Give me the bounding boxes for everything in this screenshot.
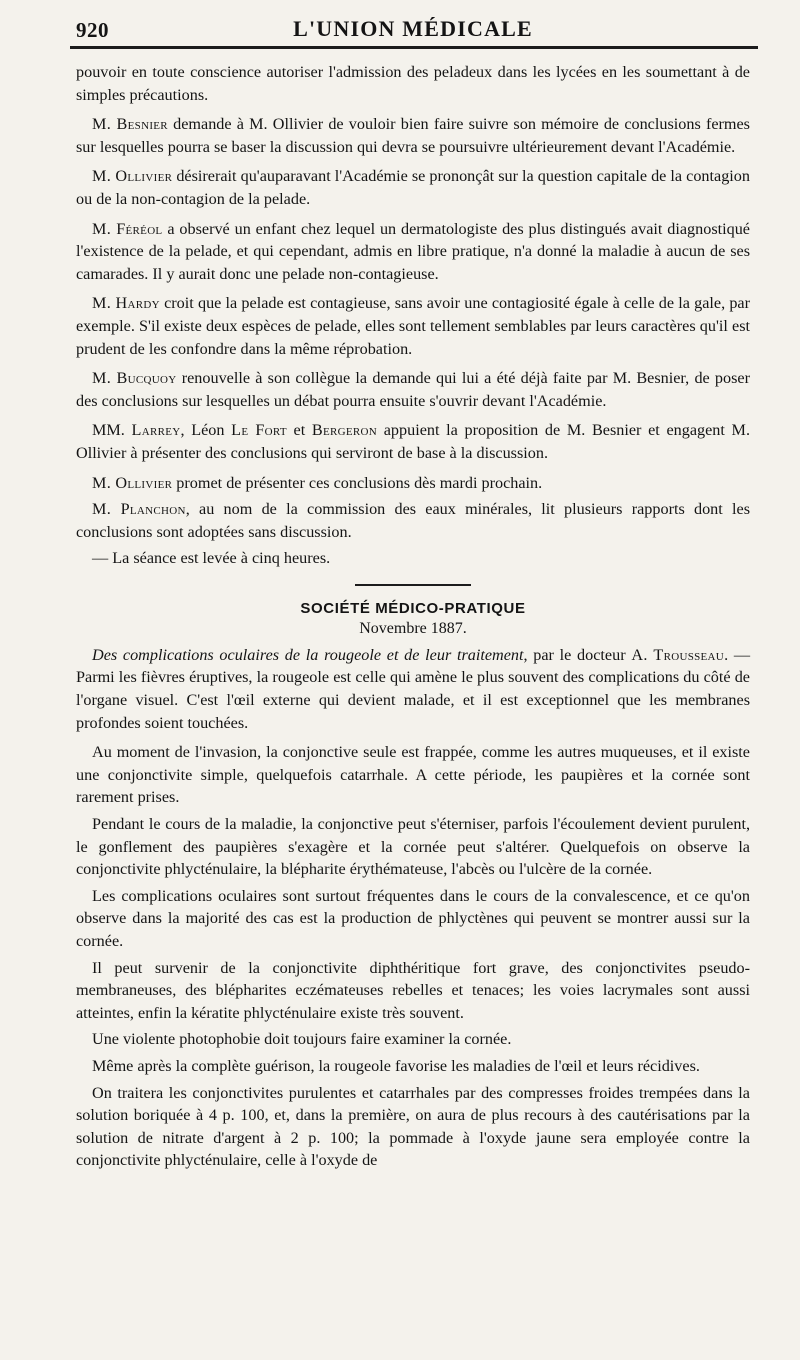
- paragraph-fereol: [76, 218, 750, 286]
- paragraph-text: demande à M. Ollivier de vouloir bien faire suivre son mémoire de conclusions fermes sur lesquelles pourra se baser la discussion qui devra se poursuivre ultérieurement devant l'Académie.: [76, 115, 750, 156]
- paragraph-course: Pendant le cours de la maladie, la conjonctive peut s'éterniser, parfois l'écoulement devient purulent, le gonflement des paupières s'exagère et la cornée peut s'altérer. Quelquefois on observe la conjonctivite phlycténulaire, la blépharite érythémateuse, l'abcès ou l'ulcère de la cornée.: [76, 815, 750, 879]
- paragraph-ollivier: [76, 165, 750, 210]
- speaker-name: M. Bucquoy: [92, 369, 177, 388]
- page-header: [76, 12, 750, 42]
- speaker-name: M. Besnier: [92, 115, 168, 134]
- paragraph-text: pouvoir en toute conscience autoriser l'admission des peladeux dans les lycées en les soumettant à de simples précautions.: [76, 63, 750, 104]
- paragraph-treatment: On traitera les conjonctivites purulentes et catarrhales par des compresses froides trempées dans la solution boriquée à 4 p. 100, et, dans la première, on aura de plus recours à des cautérisations par la solution de nitrate d'argent à 2 p. 100; la pommade à l'oxyde jaune sera employée contre la conjonctivite phlycténulaire, celle à l'oxyde de: [76, 1083, 750, 1170]
- speaker-name: M. Planchon: [92, 500, 186, 519]
- article-title: Des complications oculaires de la rougeole et de leur traitement: [92, 645, 524, 664]
- speaker-name: Larrey: [131, 421, 181, 440]
- closing-line: — La séance est levée à cinq heures.: [92, 549, 331, 568]
- paragraph-text: . — Parmi les fièvres éruptives, la rougeole est celle qui amène le plus souvent des complications du côté de l'organe visuel. C'est l'œil externe qui devient malade, et il est exceptionnel que les membranes profondes soient touchées.: [76, 645, 751, 732]
- paragraph-hardy: [76, 292, 750, 360]
- speaker-name: M. Hardy: [92, 294, 160, 313]
- section-divider: [355, 584, 471, 586]
- speaker-name: M. Ollivier: [92, 473, 173, 492]
- paragraph-text: appuient la proposition de M. Besnier et engagent M. Ollivier à présenter des conclusions qui serviront de base à la discussion.: [76, 421, 750, 462]
- paragraph-convalescence: Les complications oculaires sont surtout fréquentes dans le cours de la convalescence, et ce qu'on observe dans la majorité des cas est la production de phlyctènes qui peuvent se montrer aussi sur la cornée.: [76, 886, 750, 950]
- paragraph-continuation: [76, 61, 750, 106]
- speaker-name: M. Féréol: [92, 219, 163, 238]
- paragraph-recurrence: Même après la complète guérison, la rougeole favorise les maladies de l'œil et leurs récidives.: [92, 1056, 700, 1075]
- paragraph-larrey: [76, 419, 750, 464]
- header-rule: [70, 46, 758, 49]
- paragraph-bucquoy: [76, 367, 750, 412]
- paragraph-text: croit que la pelade est contagieuse, sans avoir une contagiosité égale à celle de la gale, par exemple. S'il existe deux espèces de pelade, elles sont tellement semblables par leurs caractères qu'il est prudent de les confondre dans la même réprobation.: [76, 294, 750, 358]
- paragraph-text: a observé un enfant chez lequel un dermatologiste des plus distingués avait diagnostiqué l'existence de la pelade, et qui cependant, admis en libre pratique, n'a donné la maladie à aucun de ses camarades. Il y aurait donc une pelade non-contagieuse.: [76, 219, 750, 283]
- speaker-name: M. Ollivier: [92, 167, 173, 186]
- paragraph-photophobia: Une violente photophobie doit toujours faire examiner la cornée.: [92, 1030, 512, 1049]
- paragraph-text: renouvelle à son collègue la demande qui lui a été déjà faite par M. Besnier, de poser des conclusions sur lesquelles un débat pourra ensuite s'ouvrir devant l'Académie.: [76, 369, 750, 410]
- paragraph-besnier: [76, 113, 750, 158]
- paragraph-article-intro: [76, 644, 750, 734]
- article-byline: , par le docteur: [523, 645, 632, 664]
- section-title: SOCIÉTÉ MÉDICO-PRATIQUE: [300, 599, 526, 617]
- page-number: 920: [76, 18, 109, 42]
- article-author: A. Trousseau: [631, 645, 725, 664]
- section-date: Novembre 1887.: [359, 619, 467, 637]
- speaker-name: Bergeron: [311, 421, 378, 440]
- paragraph-text: désirerait qu'auparavant l'Académie se prononçât sur la question capitale de la contagion ou de la non-contagion de la pelade.: [76, 167, 750, 208]
- paragraph-diphtheria: Il peut survenir de la conjonctivite diphthéritique fort grave, des conjonctivites pseudo-membraneuses, des blépharites eczémateuses rebelles et tenaces; les voies lacrymales sont aussi atteintes, enfin la kératite phlycténulaire existe très souvent.: [76, 958, 750, 1022]
- speaker-joiner: et: [286, 421, 312, 440]
- paragraph-text: , au nom de la commission des eaux minérales, lit plusieurs rapports dont les conclusions sont adoptées sans discussion.: [76, 500, 750, 541]
- speaker-prefix: MM.: [92, 421, 132, 440]
- paragraph-text: promet de présenter ces conclusions dès mardi prochain.: [172, 473, 543, 492]
- paragraph-invasion: Au moment de l'invasion, la conjonctive seule est frappée, comme les autres muqueuses, et il existe une conjonctivite simple, quelquefois catarrhale. A cette période, les paupières et la cornée sont rarement prises.: [76, 743, 750, 807]
- paragraph-planchon: [76, 498, 750, 543]
- speaker-name: Le Fort: [231, 421, 287, 440]
- running-title: L'UNION MÉDICALE: [293, 16, 533, 41]
- speaker-joiner: , Léon: [180, 421, 232, 440]
- paragraph-ollivier-promise: [76, 472, 750, 495]
